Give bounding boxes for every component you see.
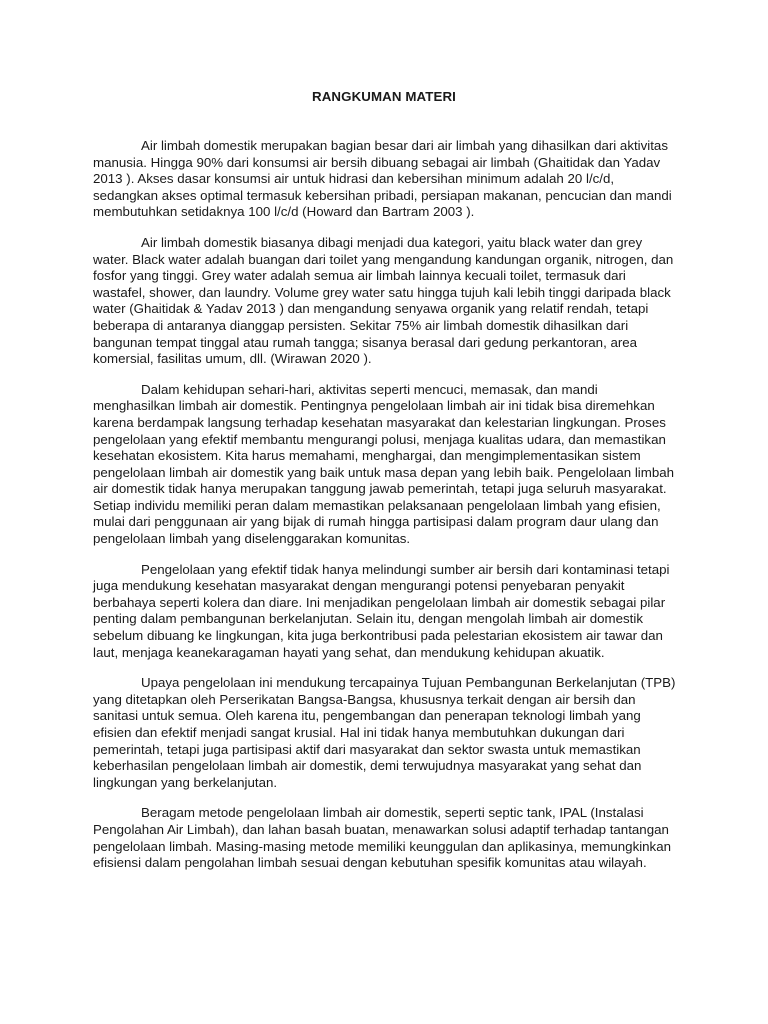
- page-title: RANGKUMAN MATERI: [312, 89, 456, 104]
- paragraph-4: Pengelolaan yang efektif tidak hanya melindungi sumber air bersih dari kontaminasi tetapi juga mendukung kesehatan masyarakat dengan mengurangi potensi penyebaran penyakit berbahaya seperti kolera dan diare. Ini menjadikan pengelolaan limbah air domestik sebagai pilar penting dalam pembangunan berkelanjutan. Selain itu, dengan mengolah limbah air domestik sebelum dibuang ke lingkungan, kita juga berkontribusi pada pelestarian ekosistem air tawar dan laut, menjaga keanekaragaman hayati yang sehat, dan mendukung kehidupan akuatik.: [93, 561, 670, 660]
- paragraph-5: Upaya pengelolaan ini mendukung tercapainya Tujuan Pembangunan Berkelanjutan (TPB) yang ditetapkan oleh Perserikatan Bangsa-Bangsa, khususnya terkait dengan air bersih dan sanitasi untuk semua. Oleh karena itu, pengembangan dan penerapan teknologi limbah yang efisien dan efektif menjadi sangat krusial. Hal ini tidak hanya membutuhkan dukungan dari pemerintah, tetapi juga partisipasi aktif dari masyarakat dan sektor swasta untuk memastikan keberhasilan pengelolaan limbah air domestik, demi terwujudnya masyarakat yang sehat dan lingkungan yang berkelanjutan.: [93, 675, 676, 790]
- paragraph-6: Beragam metode pengelolaan limbah air domestik, seperti septic tank, IPAL (Instalasi Pengolahan Air Limbah), dan lahan basah buatan, menawarkan solusi adaptif terhadap tantangan pengelolaan limbah. Masing-masing metode memiliki keunggulan dan aplikasinya, memungkinkan efisiensi dalam pengolahan limbah sesuai dengan kebutuhan spesifik komunitas atau wilayah.: [93, 805, 671, 871]
- paragraph-3: Dalam kehidupan sehari-hari, aktivitas seperti mencuci, memasak, dan mandi menghasilkan limbah air domestik. Pentingnya pengelolaan limbah air ini tidak bisa diremehkan karena berdampak langsung terhadap kesehatan masyarakat dan kelestarian lingkungan. Proses pengelolaan yang efektif membantu mengurangi polusi, menjaga kualitas udara, dan memastikan kesehatan ekosistem. Kita harus memahami, menghargai, dan mengimplementasikan sistem pengelolaan limbah air domestik yang baik untuk masa depan yang lebih baik. Pengelolaan limbah air domestik tidak hanya merupakan tanggung jawab pemerintah, tetapi juga seluruh masyarakat. Setiap individu memiliki peran dalam memastikan pelaksanaan pengelolaan limbah yang efisien, mulai dari penggunaan air yang bijak di rumah hingga partisipasi dalam program daur ulang dan pengelolaan limbah yang diselenggarakan komunitas.: [93, 381, 675, 547]
- paragraph-1: Air limbah domestik merupakan bagian besar dari air limbah yang dihasilkan dari aktivitas manusia. Hingga 90% dari konsumsi air bersih dibuang sebagai air limbah (Ghaitidak dan Yadav 2013 ). Akses dasar konsumsi air untuk hidrasi dan kebersihan minimum adalah 20 l/c/d, sedangkan akses optimal termasuk kebersihan pribadi, persiapan makanan, pencucian dan mandi membutuhkan setidaknya 100 l/c/d (Howard dan Bartram 2003 ).: [93, 138, 672, 220]
- paragraph-2: Air limbah domestik biasanya dibagi menjadi dua kategori, yaitu black water dan grey water. Black water adalah buangan dari toilet yang mengandung kandungan organik, nitrogen, dan fosfor yang tinggi. Grey water adalah semua air limbah lainnya kecuali toilet, termasuk dari wastafel, shower, dan laundry. Volume grey water satu hingga tujuh kali lebih tinggi daripada black water (Ghaitidak & Yadav 2013 ) dan mengandung senyawa organik yang relatif rendah, tetapi beberapa di antaranya dianggap persisten. Sekitar 75% air limbah domestik dihasilkan dari bangunan tempat tinggal atau rumah tangga; sisanya berasal dari gedung perkantoran, area komersial, fasilitas umum, dll. (Wirawan 2020 ).: [93, 234, 674, 367]
- document-body: [93, 138, 676, 886]
